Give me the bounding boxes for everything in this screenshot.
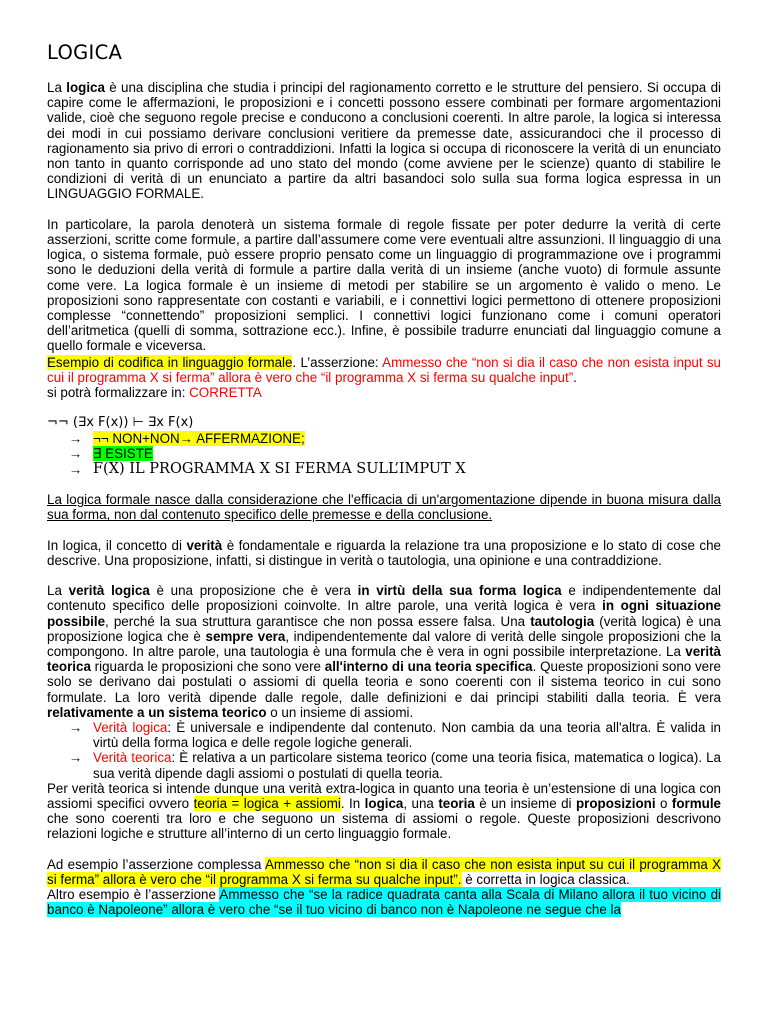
bold-term: tautologia <box>530 613 595 629</box>
text: . <box>573 369 577 385</box>
text: . In <box>340 796 365 812</box>
truth-concept-paragraph <box>47 538 721 568</box>
text: , perché la sua struttura garantisce che non possa essere falsa. Una <box>105 613 531 629</box>
bold-term: all'interno di una teoria specifica <box>324 659 533 675</box>
bullet-text: : È universale e indipendente dal contenuto. Non cambia da una teoria all'altra. È valida in virtù della forma logica e delle regole logiche generali. <box>93 720 721 751</box>
text: . Queste proposizioni sono vere solo se derivano dai postulati o assiomi di quella teoria e sono coerenti con il sistema teorico in cui sono formulate. La loro verità dipende dalle regole, dalle definizioni e dai principi stabiliti dalla teoria. È vera <box>47 659 721 705</box>
step-predicate: F(X) IL PROGRAMMA X SI FERMA SULL’IMPUT X <box>93 461 466 478</box>
step-item <box>47 446 721 461</box>
arrow-icon: → <box>69 445 83 461</box>
bold-term: formule <box>671 796 721 812</box>
text: è corretta in logica classica. <box>461 872 630 888</box>
text: La <box>47 583 69 599</box>
text: che sono coerenti tra loro e che seguono un sistema di assiomi o regole. Queste proposizioni descrivono relazioni logiche e strutture all’interno di un certo linguaggio formale. <box>47 811 721 842</box>
text: . L’asserzione: <box>292 354 383 370</box>
classic-example-highlight: Ammesso che “non si dia il caso che non esista input su cui il programma X si ferma” allora è vero che “il programma X si ferma su qualche input”. <box>47 856 721 888</box>
step-item <box>47 461 721 478</box>
page-title: LOGICA <box>47 41 123 64</box>
arrow-icon: → <box>69 750 83 766</box>
document-body <box>47 80 721 918</box>
other-example-paragraph <box>47 887 721 917</box>
formalize-line <box>47 385 721 400</box>
bold-term: proposizioni <box>575 796 656 812</box>
text: Ad esempio l’asserzione complessa <box>47 856 265 872</box>
example-label-highlight: Esempio di codifica in linguaggio formale <box>47 354 293 370</box>
other-example-highlight: Ammesso che “se la radice quadrata canta alla Scala di Milano allora il tuo vicino di banco è Napoleone” allora è vero che “se il tuo vicino di banco non è Napoleone ne segue che la <box>47 887 721 918</box>
formula-line: ¬¬ (∃x F(x)) ⊢ ∃x F(x) <box>47 415 194 431</box>
example-paragraph <box>47 355 721 385</box>
bullet-term: Verità logica <box>93 720 168 736</box>
bold-term: verità teorica <box>47 644 721 675</box>
theory-formula-highlight: teoria = logica + assiomi <box>193 796 341 812</box>
bold-term: verità <box>186 537 223 553</box>
arrow-icon: → <box>69 430 83 446</box>
text: , una <box>403 796 439 812</box>
correct-label: CORRETTA <box>189 385 262 401</box>
underlined-paragraph: La logica formale nasce dalla considerazione che l'efficacia di un'argomentazione dipende in buona misura dalla sua forma, non dal contenuto specifico delle premesse e della conclusione. <box>47 492 721 523</box>
truth-types-list <box>47 720 721 781</box>
bold-term: verità logica <box>68 583 150 599</box>
step-item <box>47 431 721 446</box>
classic-example-paragraph <box>47 857 721 887</box>
text: Per verità teorica si intende dunque una verità extra-logica in quanto una teoria è un’estensione di una logica con assiomi specifici ovvero <box>47 780 721 812</box>
formula-steps <box>47 431 721 478</box>
text: o <box>655 796 672 812</box>
text: , indipendentemente dal valore di verità delle singole proposizioni che la compongono. In altre parole, una tautologia è una formula che è vera in ogni possibile interpretazione. La <box>47 628 721 660</box>
text: è fondamentale e riguarda la relazione tra una proposizione e lo stato di cose che descrive. Una proposizione, infatti, si distingue in verità o tautologia, una opinione e una contraddizione. <box>47 537 721 568</box>
text: e indipendentemente dal contenuto specifico delle proposizioni coinvolte. In altre parole, una verità logica è vera <box>47 583 722 614</box>
arrow-icon: → <box>69 720 83 736</box>
bullet-text: : È relativa a un particolare sistema teorico (come una teoria fisica, matematica o logica). La sua verità dipende dagli assiomi o postulati di quella teoria. <box>93 750 721 781</box>
text: è una disciplina che studia i principi del ragionamento corretto e le strutture del pensiero. Si occupa di capire come le affermazioni, le proposizioni e i concetti possono essere combinati per formare argomentazioni valide, cioè che seguono regole precise e conducono a conclusioni coerenti. In altre parole, la logica si interessa dei modi in cui possiamo derivare conclusioni veritiere da premesse date, assicurandoci che il processo di ragionamento sia privo di errori o contraddizioni. Infatti la logica si occupa di riconoscere la verità di un enunciato non tanto in quanto corrisponde ad uno stato del mondo (come avviene per le scienze) quanto di stabilire le condizioni di verità di un enunciato a partire da altri basandoci solo sulla sua forma logica espressa in un LINGUAGGIO FORMALE. <box>47 80 722 202</box>
bold-term: teoria <box>438 796 475 812</box>
text: è un insieme di <box>474 796 576 812</box>
bullet-term: Verità teorica <box>93 750 172 766</box>
bold-term: in virtù della sua forma logica <box>357 583 562 599</box>
bold-term: sempre vera <box>205 628 286 644</box>
logical-truth-paragraph <box>47 583 721 720</box>
arrow-icon: → <box>69 462 83 478</box>
list-item <box>47 750 721 780</box>
example-quote: Ammesso che “non si dia il caso che non esista input su cui il programma X si ferma” allora è vero che “il programma X si ferma su qualche input” <box>47 354 721 385</box>
intro-paragraph <box>47 80 721 202</box>
step-exists: ∃ ESISTE <box>93 445 153 461</box>
bold-term: logica <box>66 80 105 95</box>
text: Altro esempio è l’asserzione <box>47 887 220 903</box>
text: o un insieme di assiomi. <box>266 704 414 720</box>
text: riguarda le proposizioni che sono vere <box>90 659 325 675</box>
step-negation: ¬¬ NON+NON→ AFFERMAZIONE; <box>93 430 305 446</box>
theory-paragraph <box>47 781 721 842</box>
text: è una proposizione che è vera <box>149 583 358 599</box>
bold-term: in ogni situazione possibile <box>47 598 721 629</box>
text: (verità logica) è una proposizione logica che è <box>47 613 721 644</box>
text: La <box>47 80 67 95</box>
list-item <box>47 720 721 750</box>
bold-term: relativamente a un sistema teorico <box>47 704 267 720</box>
text: si potrà formalizzare in: <box>47 385 190 401</box>
text: In logica, il concetto di <box>47 537 187 553</box>
formal-system-paragraph: In particolare, la parola denoterà un sistema formale di regole fissate per poter dedurre la verità di certe asserzioni, scritte come formule, a partire dall’assumere come vere eventuali altre assunzioni. Il linguaggio di una logica, o sistema formale, può essere proprio pensato come un linguaggio di programmazione ove i programmi sono le deduzioni della verità di formule a partire dalla verità di un insieme (anche vuoto) di formule assunte come vere. La logica formale è un insieme di metodi per stabilire se un argomento è valido o meno. Le proposizioni sono rappresentate con costanti e variabili, e i connettivi logici permettono di ottenere proposizioni complesse “connettendo” proposizioni semplici. I connettivi logici funzionano come i comuni operatori dell’aritmetica (quelli di somma, sottrazione ecc.). Infine, è possibile tradurre enunciati dal linguaggio comune a quello formale e viceversa. <box>47 216 721 354</box>
bold-term: logica <box>364 796 404 812</box>
